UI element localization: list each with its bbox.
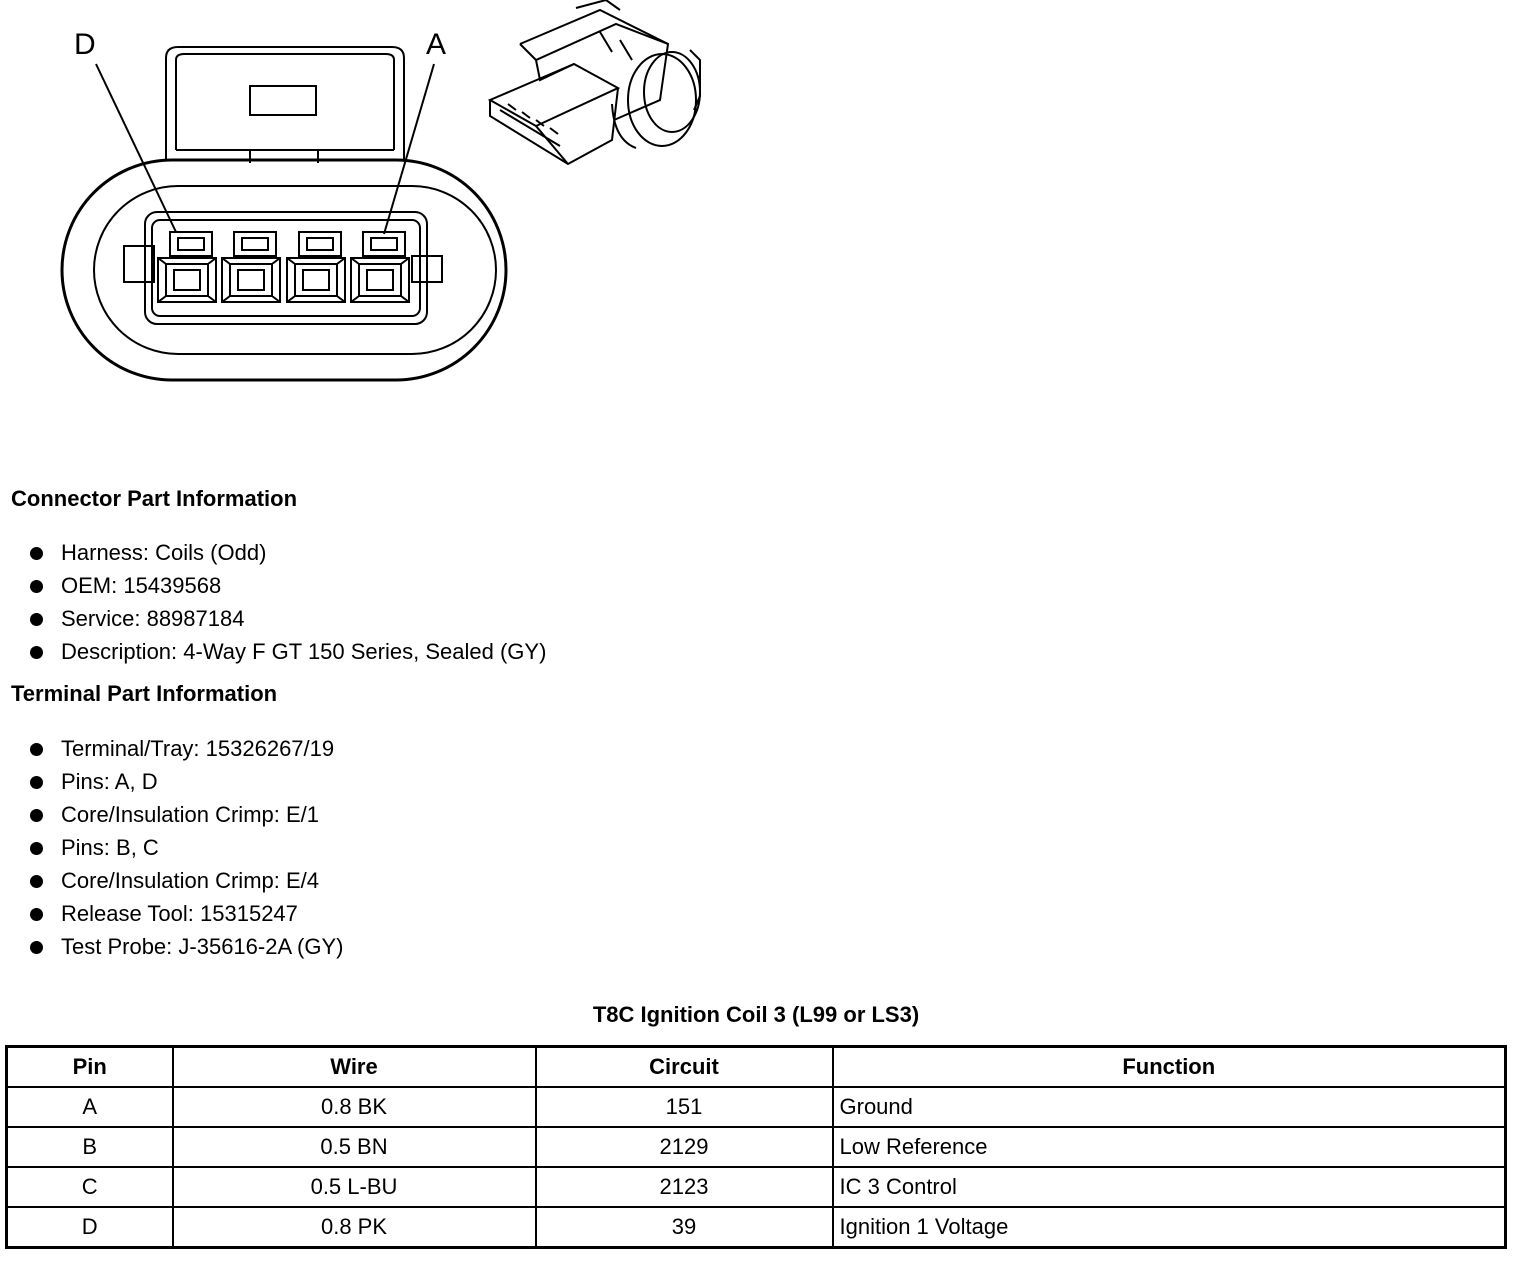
list-item: Pins: B, C xyxy=(30,835,343,868)
connector-shell-outer xyxy=(62,160,506,380)
latch-window xyxy=(250,86,316,115)
side-key-left xyxy=(124,246,154,282)
function-cell: Ignition 1 Voltage xyxy=(833,1207,1506,1248)
connector-latch xyxy=(166,47,404,160)
list-item: Pins: A, D xyxy=(30,769,343,802)
table-row xyxy=(7,1127,1506,1167)
connector-isometric-view xyxy=(490,0,700,164)
terminal-cavity xyxy=(222,232,280,302)
table-row xyxy=(7,1207,1506,1248)
column-header-pin: Pin xyxy=(7,1047,173,1088)
table-title: T8C Ignition Coil 3 (L99 or LS3) xyxy=(592,1002,920,1027)
circuit-cell: 39 xyxy=(536,1207,833,1248)
table-row xyxy=(7,1167,1506,1207)
terminal-cavity xyxy=(287,232,345,302)
list-item: Harness: Coils (Odd) xyxy=(30,540,546,573)
list-item: Test Probe: J-35616-2A (GY) xyxy=(30,934,343,967)
list-item: Core/Insulation Crimp: E/4 xyxy=(30,868,343,901)
list-item: Core/Insulation Crimp: E/1 xyxy=(30,802,343,835)
pin-cell: A xyxy=(7,1087,173,1127)
terminal-info-list xyxy=(30,736,343,967)
function-cell: Low Reference xyxy=(833,1127,1506,1167)
pin-cell: D xyxy=(7,1207,173,1248)
terminal-cavity xyxy=(351,232,409,302)
column-header-wire: Wire xyxy=(173,1047,536,1088)
terminal-cavity xyxy=(158,232,216,302)
pin-cell: B xyxy=(7,1127,173,1167)
terminal-info-heading: Terminal Part Information xyxy=(11,681,278,706)
table-header-row xyxy=(7,1047,1506,1088)
wire-cell: 0.8 BK xyxy=(173,1087,536,1127)
pinout-table xyxy=(5,1045,1507,1249)
pin-label-a: A xyxy=(426,28,447,61)
list-item: Release Tool: 15315247 xyxy=(30,901,343,934)
list-item: Terminal/Tray: 15326267/19 xyxy=(30,736,343,769)
wire-cell: 0.8 PK xyxy=(173,1207,536,1248)
function-cell: IC 3 Control xyxy=(833,1167,1506,1207)
circuit-cell: 2129 xyxy=(536,1127,833,1167)
list-item: OEM: 15439568 xyxy=(30,573,546,606)
list-item: Service: 88987184 xyxy=(30,606,546,639)
leader-line-d xyxy=(96,64,176,232)
circuit-cell: 2123 xyxy=(536,1167,833,1207)
column-header-function: Function xyxy=(833,1047,1506,1088)
function-cell: Ground xyxy=(833,1087,1506,1127)
circuit-cell: 151 xyxy=(536,1087,833,1127)
pin-cell: C xyxy=(7,1167,173,1207)
column-header-circuit: Circuit xyxy=(536,1047,833,1088)
connector-face-drawing xyxy=(0,0,760,400)
list-item: Description: 4-Way F GT 150 Series, Sealed (GY) xyxy=(30,639,546,672)
connector-info-list xyxy=(30,540,546,672)
connector-info-heading: Connector Part Information xyxy=(11,486,298,511)
pin-label-d: D xyxy=(74,28,96,61)
wire-cell: 0.5 BN xyxy=(173,1127,536,1167)
table-row xyxy=(7,1087,1506,1127)
wire-cell: 0.5 L-BU xyxy=(173,1167,536,1207)
